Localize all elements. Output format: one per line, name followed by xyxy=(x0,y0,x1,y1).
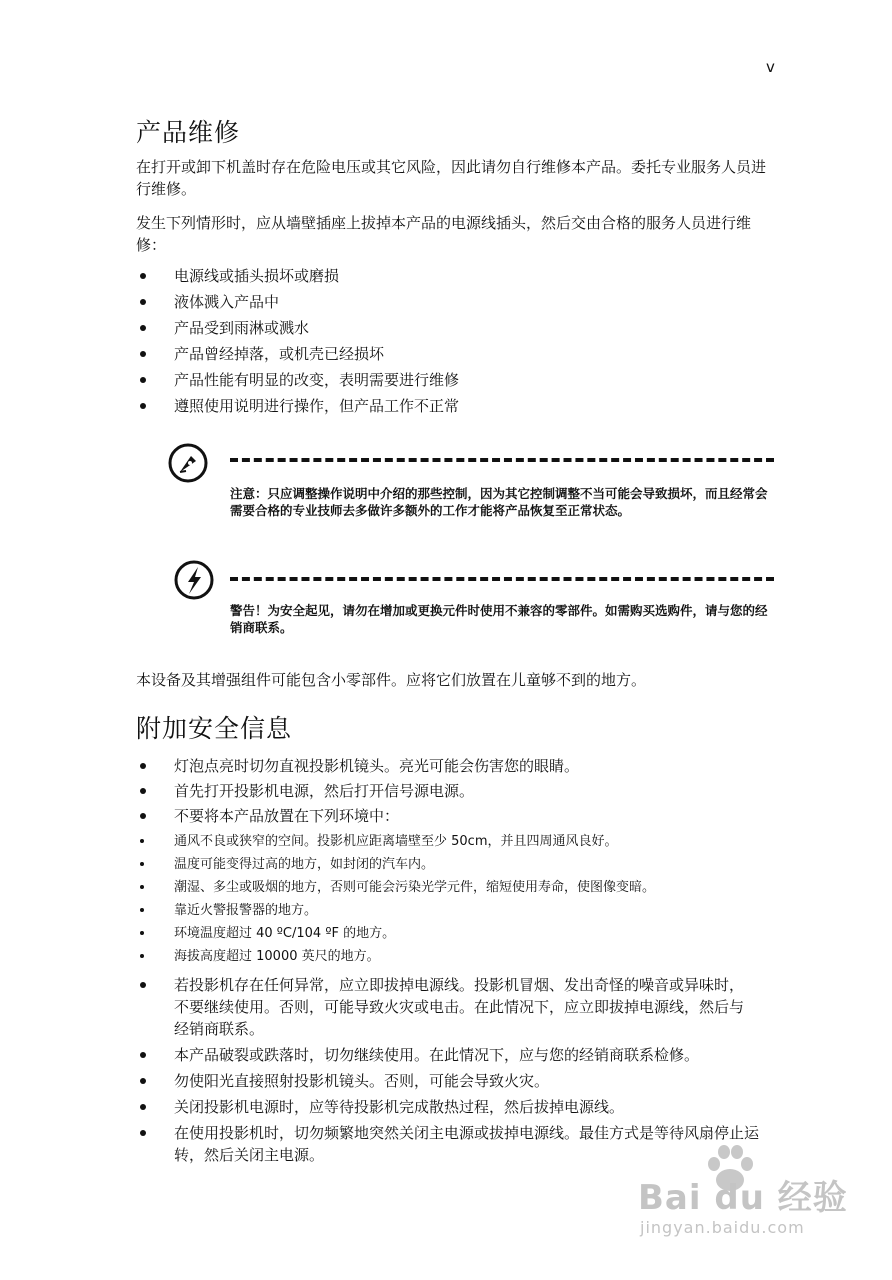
list-item-text: 不要将本产品放置在下列环境中： xyxy=(174,807,400,825)
section-heading-maintenance: 产品维修 xyxy=(136,118,241,147)
sub-list-item: 靠近火警报警器的地方。 xyxy=(136,899,776,922)
watermark-brand: Bai du 经验 xyxy=(638,1178,848,1218)
maintenance-intro: 在打开或卸下机盖时存在危险电压或其它风险，因此请勿自行维修本产品。委托专业服务人员进行维修。 xyxy=(136,158,767,198)
list-item: 遵照使用说明进行操作，但产品工作不正常 xyxy=(136,395,776,417)
page-number: v xyxy=(766,58,775,76)
pen-nib-icon xyxy=(167,442,209,484)
small-parts-notice: 本设备及其增强组件可能包含小零部件。应将它们放置在儿童够不到的地方。 xyxy=(136,671,647,689)
warning-divider xyxy=(230,577,774,581)
sub-list-item: 温度可能变得过高的地方，如封闭的汽车内。 xyxy=(136,853,776,876)
section-heading-additional-safety: 附加安全信息 xyxy=(136,714,293,743)
sub-list-item: 环境温度超过 40 ºC/104 ºF 的地方。 xyxy=(136,922,776,945)
maintenance-bullet-list xyxy=(136,265,776,417)
lightning-icon xyxy=(173,559,215,601)
baidu-watermark xyxy=(638,1140,848,1250)
warning-text: 警告！为安全起见，请勿在增加或更换元件时使用不兼容的零部件。如需购买选购件，请与您的经销商联系。 xyxy=(230,603,768,635)
safety-bullet-list xyxy=(136,755,776,1166)
list-item: 电源线或插头损坏或磨损 xyxy=(136,265,776,287)
sub-list-item: 通风不良或狭窄的空间。投影机应距离墙壁至少 50cm，并且四周通风良好。 xyxy=(136,830,776,853)
environment-sub-list xyxy=(136,830,776,968)
maintenance-conditions: 发生下列情形时，应从墙壁插座上拔掉本产品的电源线插头，然后交由合格的服务人员进行维修： xyxy=(136,214,752,254)
list-item: 本产品破裂或跌落时，切勿继续使用。在此情况下，应与您的经销商联系检修。 xyxy=(136,1044,776,1066)
list-item: 在使用投影机时，切勿频繁地突然关闭主电源或拔掉电源线。最佳方式是等待风扇停止运转，然后关闭主电源。 xyxy=(136,1122,764,1166)
list-item: 勿使阳光直接照射投影机镜头。否则，可能会导致火灾。 xyxy=(136,1070,776,1092)
note-text: 注意：只应调整操作说明中介绍的那些控制，因为其它控制调整不当可能会导致损坏，而且经常会需要合格的专业技师去多做许多额外的工作才能将产品恢复至正常状态。 xyxy=(230,486,768,518)
list-item: 若投影机存在任何异常，应立即拔掉电源线。投影机冒烟、发出奇怪的噪音或异味时，不要继续使用。否则，可能导致火灾或电击。在此情况下，应立即拔掉电源线，然后与经销商联系。 xyxy=(136,974,744,1040)
list-item: 关闭投影机电源时，应等待投影机完成散热过程，然后拔掉电源线。 xyxy=(136,1096,776,1118)
note-divider xyxy=(230,458,774,462)
list-item: 产品曾经掉落，或机壳已经损坏 xyxy=(136,343,776,365)
watermark-url: jingyan.baidu.com xyxy=(640,1218,805,1237)
sub-list-item: 潮湿、多尘或吸烟的地方，否则可能会污染光学元件，缩短使用寿命，使图像变暗。 xyxy=(136,876,776,899)
list-item: 灯泡点亮时切勿直视投影机镜头。亮光可能会伤害您的眼睛。 xyxy=(136,755,776,777)
sub-list-item: 海拔高度超过 10000 英尺的地方。 xyxy=(136,945,776,968)
list-item xyxy=(136,805,776,968)
list-item: 首先打开投影机电源，然后打开信号源电源。 xyxy=(136,780,776,802)
list-item: 产品性能有明显的改变，表明需要进行维修 xyxy=(136,369,776,391)
list-item: 液体溅入产品中 xyxy=(136,291,776,313)
list-item: 产品受到雨淋或溅水 xyxy=(136,317,776,339)
